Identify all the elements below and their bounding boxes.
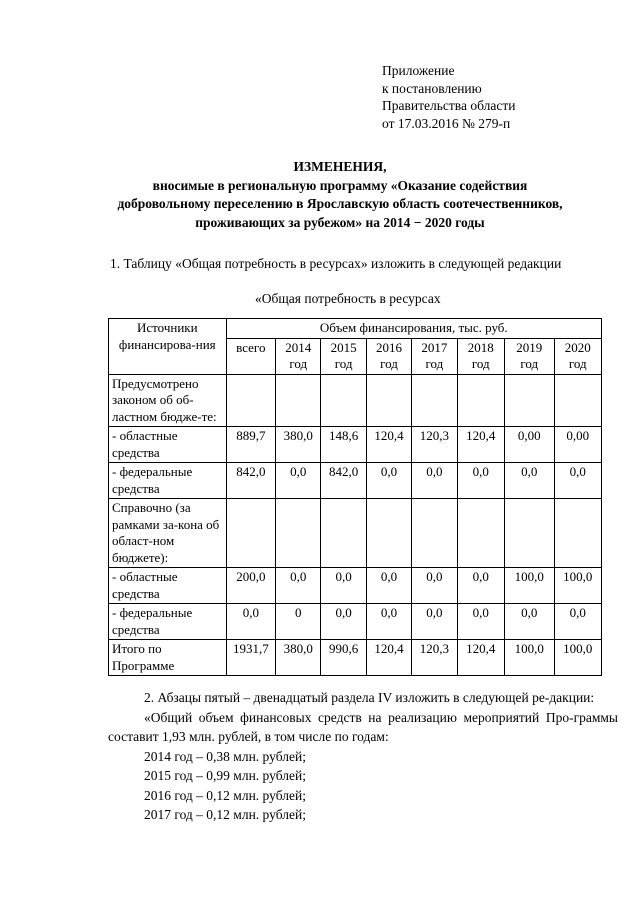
section-2-text: 2. Абзацы пятый – двенадцатый раздела IV изложить в следующей ре-дакции:: [144, 690, 595, 705]
table-cell: 100,0: [554, 568, 602, 604]
row-label: - федеральные средства: [109, 604, 227, 640]
section-2-quote: «Общий объем финансовых средств на реализацию мероприятий Про-граммы составит 1,93 млн. рублей, в том числе по годам:: [108, 709, 618, 744]
table-cell: [412, 499, 457, 568]
table-cell: 380,0: [276, 640, 321, 676]
table-cell: [412, 374, 457, 427]
table-cell: 120,4: [366, 640, 411, 676]
table-cell: [366, 374, 411, 427]
resources-table: [108, 318, 602, 676]
header-year: 2019 год: [505, 338, 555, 374]
section-2: [108, 688, 618, 825]
table-cell: 0,0: [321, 568, 366, 604]
table-cell: 0,0: [554, 604, 602, 640]
table-row: [109, 568, 602, 604]
appendix-block: [382, 62, 622, 132]
table-cell: [226, 499, 276, 568]
table-cell: 120,3: [412, 640, 457, 676]
table-cell: [321, 374, 366, 427]
table-row: [109, 374, 602, 427]
table-cell: 0,0: [276, 463, 321, 499]
appendix-line: к постановлению: [382, 80, 482, 96]
table-cell: [457, 499, 504, 568]
table-row: [109, 604, 602, 640]
table-cell: 0,00: [554, 427, 602, 463]
table-cell: 120,3: [412, 427, 457, 463]
table-cell: 0,0: [366, 604, 411, 640]
table-cell: 0,0: [412, 568, 457, 604]
section-1-text: 1. Таблицу «Общая потребность в ресурсах» изложить в следующей редакции: [110, 256, 562, 271]
title-line: проживающих за рубежом» на 2014 − 2020 годы: [195, 214, 485, 230]
document-title: [60, 158, 620, 232]
appendix-line: от 17.03.2016 № 279-п: [382, 115, 511, 131]
table-cell: [226, 374, 276, 427]
table-cell: 0,0: [366, 463, 411, 499]
row-label: - областные средства: [109, 427, 227, 463]
table-cell: 0,0: [412, 463, 457, 499]
table-cell: 120,4: [366, 427, 411, 463]
appendix-line: Приложение: [382, 63, 455, 78]
appendix-line: Правительства области: [382, 98, 516, 113]
row-label: Справочно (за рамками за-кона об област-ном бюджете):: [109, 499, 227, 568]
row-label: - областные средства: [109, 568, 227, 604]
table-cell: 100,0: [505, 568, 555, 604]
header-volume: Объем финансирования, тыс. руб.: [226, 319, 601, 339]
table-cell: 889,7: [226, 427, 276, 463]
row-label: Предусмотрено законом об об-ластном бюдже-те:: [109, 374, 227, 427]
header-year: 2018 год: [457, 338, 504, 374]
year-amount-line: 2014 год – 0,38 млн. рублей;: [144, 748, 306, 764]
year-amount-line: 2017 год – 0,12 млн. рублей;: [144, 807, 306, 822]
table-cell: [321, 499, 366, 568]
table-cell: [276, 499, 321, 568]
table-cell: 0,0: [366, 568, 411, 604]
row-label: Итого по Программе: [109, 640, 227, 676]
table-cell: [505, 499, 555, 568]
table-cell: 842,0: [321, 463, 366, 499]
table-header-row: [109, 319, 602, 339]
table-cell: [505, 374, 555, 427]
table-cell: 148,6: [321, 427, 366, 463]
header-year: 2020 год: [554, 338, 602, 374]
table-cell: 0,00: [505, 427, 555, 463]
table-cell: 842,0: [226, 463, 276, 499]
table-cell: [276, 374, 321, 427]
table-row: [109, 499, 602, 568]
header-source: Источники финансирова-ния: [109, 319, 227, 375]
table-cell: 200,0: [226, 568, 276, 604]
table-cell: 990,6: [321, 640, 366, 676]
table-cell: 120,4: [457, 640, 504, 676]
header-year: 2017 год: [412, 338, 457, 374]
table-cell: 120,4: [457, 427, 504, 463]
table-cell: 0,0: [276, 568, 321, 604]
table-cell: 0,0: [321, 604, 366, 640]
header-year: 2014 год: [276, 338, 321, 374]
table-row: [109, 427, 602, 463]
table-cell: 0,0: [554, 463, 602, 499]
header-total: всего: [226, 338, 276, 374]
table-body: [109, 374, 602, 676]
table-cell: [554, 374, 602, 427]
table-cell: 0,0: [505, 463, 555, 499]
table-row: [109, 463, 602, 499]
table-cell: 380,0: [276, 427, 321, 463]
table-cell: 0: [276, 604, 321, 640]
table-cell: 0,0: [505, 604, 555, 640]
header-year: 2016 год: [366, 338, 411, 374]
year-amount-line: 2015 год – 0,99 млн. рублей;: [144, 768, 306, 783]
table-cell: 100,0: [505, 640, 555, 676]
year-amount-line: 2016 год – 0,12 млн. рублей;: [144, 787, 306, 803]
title-line: вносимые в региональную программу «Оказание содействия: [152, 177, 528, 193]
row-label: - федеральные средства: [109, 463, 227, 499]
table-cell: [366, 499, 411, 568]
table-cell: 0,0: [457, 568, 504, 604]
table-cell: 100,0: [554, 640, 602, 676]
table-cell: 0,0: [457, 463, 504, 499]
table-cell: 0,0: [457, 604, 504, 640]
table-cell: 1931,7: [226, 640, 276, 676]
title-heading: ИЗМЕНЕНИЯ,: [293, 159, 387, 174]
table-title: «Общая потребность в ресурсах: [255, 291, 441, 306]
table-cell: [457, 374, 504, 427]
header-year: 2015 год: [321, 338, 366, 374]
table-cell: 0,0: [412, 604, 457, 640]
title-line: добровольному переселению в Ярославскую область соотечественников,: [117, 196, 563, 211]
table-cell: 0,0: [226, 604, 276, 640]
table-cell: [554, 499, 602, 568]
table-row: [109, 640, 602, 676]
